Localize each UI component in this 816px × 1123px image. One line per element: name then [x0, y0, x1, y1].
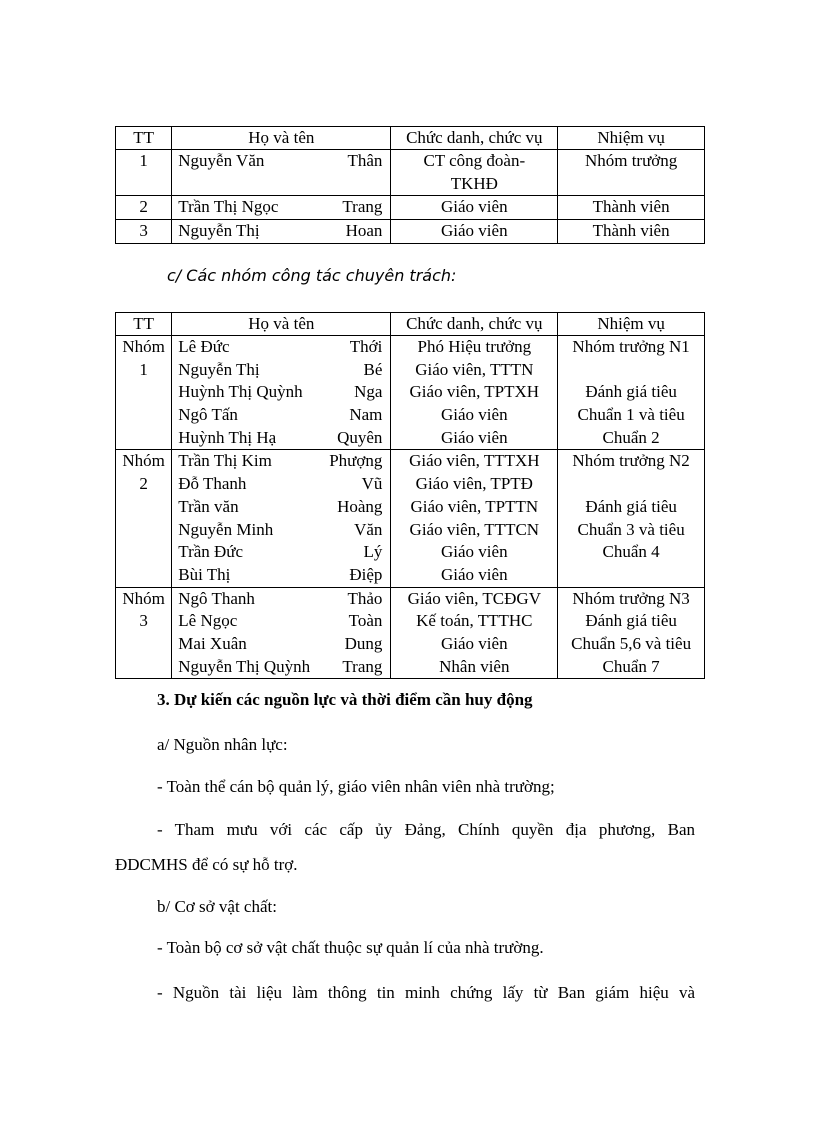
- header-duty: Nhiệm vụ: [558, 127, 705, 150]
- group-number: 1: [139, 359, 148, 379]
- paragraph-a1: - Toàn thể cán bộ quản lý, giáo viên nhân viên nhà trường;: [157, 777, 555, 796]
- member-name: Trần Thị Kim Phượng: [178, 451, 383, 471]
- group-duty: Chuẩn 1 và tiêu: [577, 405, 685, 425]
- member-role: Giáo viên, TTTXH: [409, 451, 540, 471]
- member-name: Huỳnh Thị Quỳnh Nga: [178, 382, 383, 402]
- group-label: Nhóm: [122, 451, 165, 471]
- group-duty: Nhóm trưởng N2: [572, 451, 690, 471]
- header-tt: TT: [116, 313, 172, 336]
- group-label: Nhóm: [122, 588, 165, 608]
- member-duty: Thành viên: [592, 197, 670, 217]
- paragraph-a2-line2: ĐDCMHS để có sự hỗ trợ.: [115, 855, 298, 874]
- member-role: CT công đoàn-: [423, 151, 526, 170]
- member-duty: Thành viên: [592, 221, 670, 241]
- group-row: [116, 450, 705, 587]
- paragraph-b1: - Toàn bộ cơ sở vật chất thuộc sự quản lí của nhà trường.: [157, 938, 544, 957]
- table-header-row: [116, 313, 705, 336]
- member-duty: Nhóm trưởng: [584, 151, 678, 170]
- group-row: [116, 336, 705, 450]
- member-role: Giáo viên: [441, 633, 508, 653]
- member-name: Ngô Tấn Nam: [178, 405, 383, 425]
- member-role: Giáo viên: [441, 427, 508, 447]
- group-duty: Chuẩn 4: [602, 542, 660, 562]
- member-name: Bùi Thị Điệp: [178, 564, 383, 584]
- row-number: 3: [139, 221, 148, 241]
- member-name: Lê Ngọc Toàn: [178, 611, 383, 631]
- paragraph-b-label: b/ Cơ sở vật chất:: [157, 897, 277, 916]
- group-duty: Nhóm trưởng N3: [572, 588, 690, 608]
- member-name: Trần văn Hoàng: [178, 496, 383, 516]
- member-role: TKHĐ: [450, 173, 498, 193]
- header-name: Họ và tên: [172, 313, 391, 336]
- group-label: Nhóm: [122, 337, 165, 356]
- group-duty: Nhóm trưởng N1: [572, 337, 690, 356]
- group-duty: [558, 359, 704, 382]
- member-role: Giáo viên: [441, 221, 508, 241]
- member-name: Nguyễn Thị Bé: [178, 359, 383, 379]
- member-name: Nguyễn Thị Quỳnh Trang: [178, 656, 383, 676]
- row-number: 1: [139, 151, 148, 170]
- member-role: Giáo viên: [441, 405, 508, 425]
- group-duty: Đánh giá tiêu: [585, 382, 677, 402]
- table-row: [116, 150, 705, 196]
- member-name: Trần Thị Ngọc Trang: [178, 197, 383, 217]
- section-heading: 3. Dự kiến các nguồn lực và thời điểm cần huy động: [157, 690, 533, 709]
- committee-table: [115, 126, 705, 244]
- member-role: Phó Hiệu trưởng: [417, 337, 532, 356]
- member-role: Giáo viên, TPTTN: [410, 496, 539, 516]
- group-row: [116, 587, 705, 679]
- group-number: 2: [139, 474, 148, 494]
- group-number: 3: [139, 611, 148, 631]
- member-name: Nguyễn Văn Thân: [178, 151, 383, 170]
- member-name: Trần Đức Lý: [178, 542, 383, 562]
- member-role: Giáo viên, TCĐGV: [407, 588, 541, 608]
- header-tt: TT: [116, 127, 172, 150]
- member-role: Giáo viên: [441, 197, 508, 217]
- group-duty: Đánh giá tiêu: [585, 611, 677, 631]
- member-role: Kế toán, TTTHC: [416, 611, 533, 631]
- header-role: Chức danh, chức vụ: [391, 127, 558, 150]
- group-duty: Chuẩn 3 và tiêu: [577, 519, 685, 539]
- group-duty: Đánh giá tiêu: [585, 496, 677, 516]
- member-role: Giáo viên, TPTĐ: [415, 474, 533, 494]
- member-name: Ngô Thanh Thảo: [178, 588, 383, 608]
- member-name: Lê Đức Thới: [178, 337, 383, 356]
- member-role: Giáo viên, TPTXH: [409, 382, 540, 402]
- table-row: [116, 196, 705, 220]
- member-name: Huỳnh Thị Hạ Quyên: [178, 427, 383, 447]
- member-name: Nguyễn Minh Văn: [178, 519, 383, 539]
- row-number: 2: [139, 197, 148, 217]
- group-duty: Chuẩn 2: [602, 427, 660, 447]
- member-role: Giáo viên, TTTCN: [409, 519, 540, 539]
- member-role: Nhân viên: [439, 656, 510, 676]
- member-name: Nguyễn Thị Hoan: [178, 221, 383, 241]
- header-duty: Nhiệm vụ: [558, 313, 705, 336]
- group-duty: [558, 473, 704, 496]
- table-row: [116, 220, 705, 244]
- paragraph-b2-line1: - Nguồn tài liệu làm thông tin minh chứng lấy từ Ban giám hiệu và: [157, 983, 695, 1002]
- member-role: Giáo viên: [441, 542, 508, 562]
- paragraph-a2-line1: - Tham mưu với các cấp ủy Đảng, Chính quyền địa phương, Ban: [157, 820, 695, 839]
- member-role: Giáo viên: [441, 564, 508, 584]
- group-duty: Chuẩn 5,6 và tiêu: [571, 633, 692, 653]
- member-name: Mai Xuân Dung: [178, 633, 383, 653]
- paragraph-a-label: a/ Nguồn nhân lực:: [157, 735, 288, 754]
- header-role: Chức danh, chức vụ: [391, 313, 558, 336]
- subheading: c/ Các nhóm công tác chuyên trách:: [167, 266, 457, 285]
- group-duty: Chuẩn 7: [602, 656, 660, 676]
- member-role: Giáo viên, TTTN: [415, 359, 534, 379]
- table-header-row: [116, 127, 705, 150]
- header-name: Họ và tên: [172, 127, 391, 150]
- group-duty: [558, 564, 704, 587]
- working-groups-table: [115, 312, 705, 679]
- member-name: Đỗ Thanh Vũ: [178, 474, 383, 494]
